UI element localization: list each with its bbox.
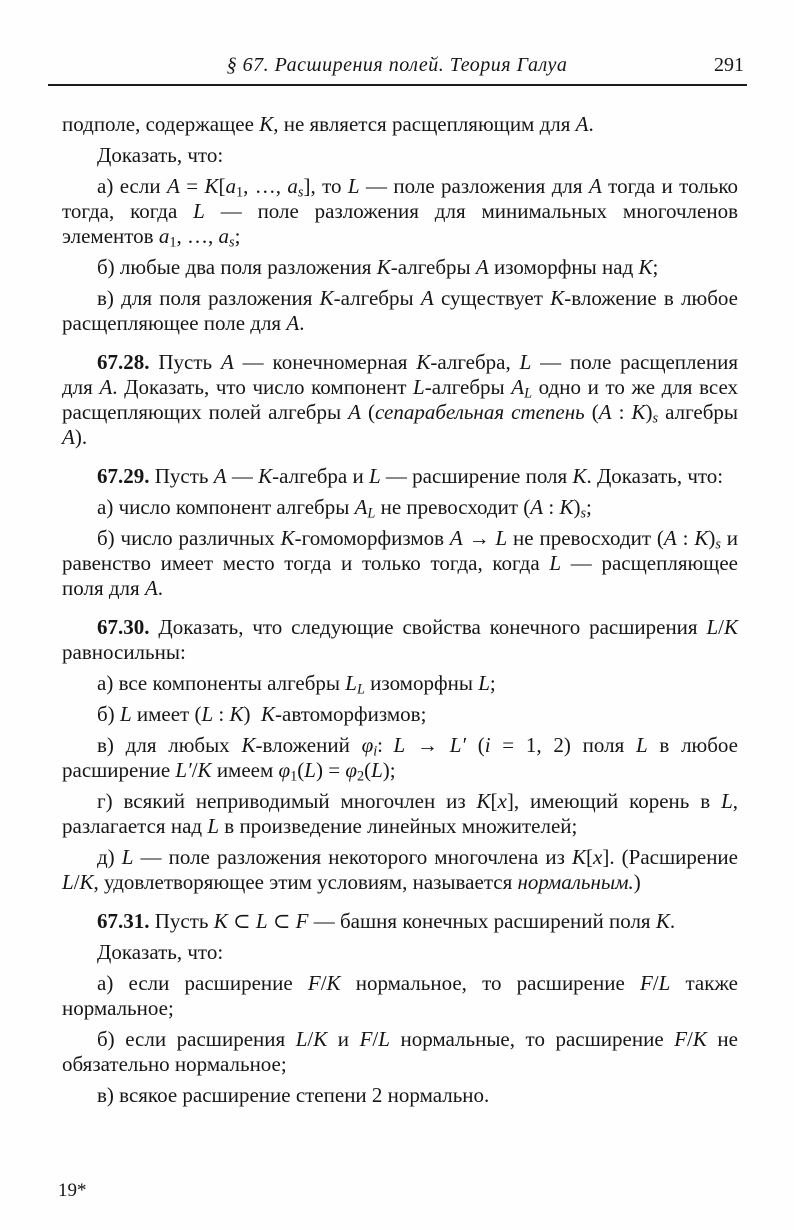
paragraph [62,615,738,665]
text-run: K [723,615,738,639]
text-run: : [377,733,394,757]
text-run: L [549,551,562,575]
text-run: в) всякое расширение степени 2 нормально. [97,1083,490,1107]
text-run: L [193,199,205,223]
text-run: a [287,174,298,198]
text-run: / [320,971,327,995]
paragraph [62,789,738,839]
text-run: / [687,1027,693,1051]
text-run: 67.30. [97,615,150,639]
text-run: ], имеющий корень в [506,789,722,813]
paragraph [62,909,738,934]
text-run: — расширение поля [380,464,573,488]
text-run: L [524,385,533,402]
paragraph [62,702,738,727]
text-run: → [462,526,496,550]
paragraph [62,733,738,783]
text-run: a [225,174,236,198]
text-run: φ [278,758,291,782]
text-run: а) все компоненты алгебры [97,671,346,695]
signature-mark: 19* [58,1180,87,1201]
text-run: A [420,286,434,310]
text-run: L [378,1027,390,1051]
text-run: нормальные, то расширение [389,1027,675,1051]
text-run: 67.28. [97,350,150,374]
text-run: ; [586,495,592,519]
text-run: имеем [211,758,279,782]
text-run: [ [218,174,226,198]
text-run: . [299,311,305,335]
paragraph [62,1083,738,1108]
text-run: K [258,464,273,488]
text-run: K [204,174,219,198]
text-run: -вложение в любое расщепляющее поле для [62,286,739,335]
text-run: / [652,971,659,995]
text-run: A [167,174,180,198]
text-run: K [631,400,646,424]
text-run: ( [297,758,305,782]
text-run: а) если расширение [97,971,308,995]
text-run: L′ [175,758,192,782]
text-run: A [663,526,677,550]
text-run: ( [364,758,372,782]
text-run: одно и то же для всех расщепляющих полей алгебры [62,375,739,424]
page-body [62,112,738,1108]
text-run: L [706,615,719,639]
text-run: , удовлетворяющее этим условиям, называется [93,870,518,894]
text-run: L [304,758,316,782]
text-run: не превосходит ( [375,495,531,519]
text-run: -алгебры [390,255,476,279]
text-run: s [652,410,659,427]
text-run: F [359,1027,373,1051]
text-run: — поле расщепления для [62,350,738,399]
text-run: φ [361,733,374,757]
text-run: : [676,526,695,550]
text-run: F [674,1027,688,1051]
paragraph [62,464,738,489]
text-run: L′ [449,733,466,757]
text-run: K [655,909,670,933]
text-run: A [348,400,361,424]
text-run: L [347,174,360,198]
text-run: → [405,733,450,757]
text-run: ⊂ [227,909,256,933]
text-run: i [373,743,378,760]
text-run: A [598,400,612,424]
text-run: K [571,845,586,869]
text-run: , …, [176,224,219,248]
text-run: — поле разложения для минимальных многочленов элементов [62,199,738,248]
text-run: ). [74,425,88,449]
text-run: K [376,255,391,279]
text-run: 67.29. [97,464,150,488]
header-rule [48,84,747,86]
text-run: : [543,495,560,519]
text-run: L [495,526,508,550]
text-run: 1 [235,184,244,201]
text-run: а) число компонент алгебры [97,495,355,519]
text-run: нормальным. [517,870,634,894]
text-run: K [261,702,276,726]
paragraph [62,1027,738,1077]
text-run: 67.31. [97,909,150,933]
text-run: L [119,702,132,726]
text-run: ], то [303,174,348,198]
paragraph [62,350,738,450]
text-run: и равенство имеет место тогда и только тогда, когда [62,526,738,575]
text-run: = [179,174,205,198]
text-run: . [157,576,164,600]
text-run: 1 [290,768,298,785]
text-run: — поле разложения некоторого многочлена из [133,845,572,869]
text-run: a [218,224,229,248]
text-run: ) [633,870,641,894]
text-run: / [372,1027,379,1051]
text-run: -алгебры [424,375,512,399]
text-run: , разлагается над [62,789,738,838]
text-run: s [297,184,304,201]
text-run: L [62,870,74,894]
text-run: изоморфны над [488,255,639,279]
text-run: ; [234,224,241,248]
text-run: -гомоморфизмов [294,526,450,550]
section-title: § 67. Расширения полей. Теория Галуа [226,54,568,76]
text-run: ( [360,400,375,424]
text-run: Пусть [149,909,214,933]
text-run: -алгебра, [430,350,520,374]
paragraph [62,940,738,965]
text-run: K [638,255,653,279]
text-run: ) [243,702,262,726]
text-run: a [158,224,170,248]
text-run: F [639,971,653,995]
text-run: изоморфны [364,671,479,695]
text-run: K [559,495,574,519]
paragraph [62,845,738,895]
text-run: K [229,702,244,726]
text-run: Пусть [149,350,221,374]
text-run: A [286,311,300,335]
paragraph [62,495,738,520]
text-run: L [721,789,733,813]
text-run: — поле разложения для [359,174,589,198]
text-run: . Доказать, что: [586,464,724,488]
text-run: / [191,758,198,782]
text-run: L [367,505,376,522]
text-run: Пусть [149,464,214,488]
text-run: K [259,112,274,136]
text-run: : [611,400,632,424]
text-run: x [593,845,603,869]
text-run: L [478,671,490,695]
text-run: L [121,845,134,869]
text-run: д) [97,845,122,869]
text-run: L [635,733,648,757]
text-run: в) для поля разложения [97,286,320,310]
text-run: ); [382,758,396,782]
text-run: и [327,1027,360,1051]
text-run: ) [708,526,716,550]
text-run: A [449,526,463,550]
text-run: L [393,733,406,757]
running-header [48,54,746,80]
text-run: — [226,464,259,488]
paragraph [62,255,738,280]
text-run: . [669,909,676,933]
text-run: K [416,350,431,374]
text-run: s [229,234,235,251]
text-run: L [519,350,532,374]
paragraph [62,174,738,249]
text-run: K [694,526,709,550]
text-run: A [213,464,227,488]
paragraph [62,526,738,601]
text-run: K [476,789,491,813]
text-run: K [280,526,295,550]
text-run: алгебры [658,400,739,424]
text-run: [ [490,789,498,813]
text-run: K [241,733,256,757]
text-run: в любое расширение [62,733,739,782]
text-run: / [718,615,724,639]
text-run: K [197,758,212,782]
text-run: A [144,576,158,600]
text-run: не превосходит ( [507,526,664,550]
text-run: ) [645,400,653,424]
text-run: б) любые два поля разложения [97,255,377,279]
text-run: — конечномерная [233,350,417,374]
text-run: . [588,112,594,136]
text-run: L [295,1027,308,1051]
text-run: A [575,112,589,136]
text-run: ]. (Расширение [602,845,738,869]
text-run: F [295,909,309,933]
text-run: / [73,870,80,894]
text-run: ; [489,671,496,695]
text-run: L [371,758,383,782]
text-run: б) число различных [97,526,281,550]
text-run: A [99,375,113,399]
text-run: тогда и только тогда, когда [62,174,738,223]
text-run: также нормальное; [62,971,739,1020]
text-run: K [213,909,228,933]
text-run: Доказать, что следующие свойства конечного расширения [149,615,707,639]
text-run: г) всякий неприводимый многочлен из [97,789,477,813]
text-run: ) = [315,758,346,782]
text-run: A [62,425,75,449]
text-run: 2 [356,768,365,785]
text-run: Доказать, что: [97,143,224,167]
text-run: ⊂ [267,909,296,933]
paragraph [62,971,738,1021]
text-run: L [255,909,268,933]
text-run: A [475,255,489,279]
text-run: A [354,495,368,519]
text-run: б) [97,702,120,726]
page-number: 291 [714,54,744,76]
text-run: , …, [243,174,288,198]
text-run: равносильны: [62,640,186,664]
text-run: -алгебры [333,286,421,310]
text-run: б) если расширения [97,1027,296,1051]
text-run: φ [345,758,357,782]
text-run: L [345,671,357,695]
text-run: L [658,971,671,995]
text-run: — башня конечных расширений поля [308,909,656,933]
text-run: существует [433,286,551,310]
text-run: : [213,702,230,726]
text-run: K [692,1027,707,1051]
text-run: s [715,536,721,553]
text-run: K [79,870,94,894]
text-run: K [326,971,341,995]
text-run: ; [652,255,659,279]
text-run: ) [573,495,581,519]
text-run: , не является расщепляющим для [273,112,576,136]
text-run: ( [465,733,485,757]
text-run: в) для любых [97,733,242,757]
text-run: K [550,286,565,310]
text-run: -автоморфизмов; [275,702,427,726]
text-run: [ [586,845,593,869]
text-run: x [497,789,507,813]
text-run: сепарабельная степень [374,400,585,424]
text-run: F [307,971,321,995]
text-run: а) если [97,174,167,198]
text-run: L [413,375,425,399]
text-run: s [580,505,587,522]
paragraph [62,112,738,137]
text-run: K [572,464,587,488]
text-run: Доказать, что: [97,940,224,964]
text-run: L [207,814,220,838]
text-run: в произведение линейных множителей; [219,814,578,838]
text-run: имеет ( [131,702,202,726]
text-run: подполе, содержащее [62,112,260,136]
text-run: A [588,174,602,198]
text-run: -вложений [255,733,362,757]
text-run: A [530,495,544,519]
text-run: K [319,286,334,310]
text-run: нормальное, то расширение [340,971,640,995]
paragraph [62,143,738,168]
text-run: L [368,464,381,488]
text-run: = 1, 2) поля [490,733,636,757]
text-run: L [201,702,214,726]
text-run: не обязательно нормальное; [62,1027,738,1076]
text-run: . Доказать, что число компонент [112,375,414,399]
paragraph [62,671,738,696]
text-run: ( [584,400,599,424]
text-run: L [356,681,365,698]
text-run: -алгебра и [272,464,369,488]
text-run: 1 [169,234,177,251]
text-run: K [313,1027,328,1051]
paragraph [62,286,738,336]
text-run: A [511,375,525,399]
text-run: A [220,350,234,374]
text-run: — расщепляющее поля для [62,551,738,600]
text-run: i [484,733,491,757]
text-run: / [307,1027,314,1051]
